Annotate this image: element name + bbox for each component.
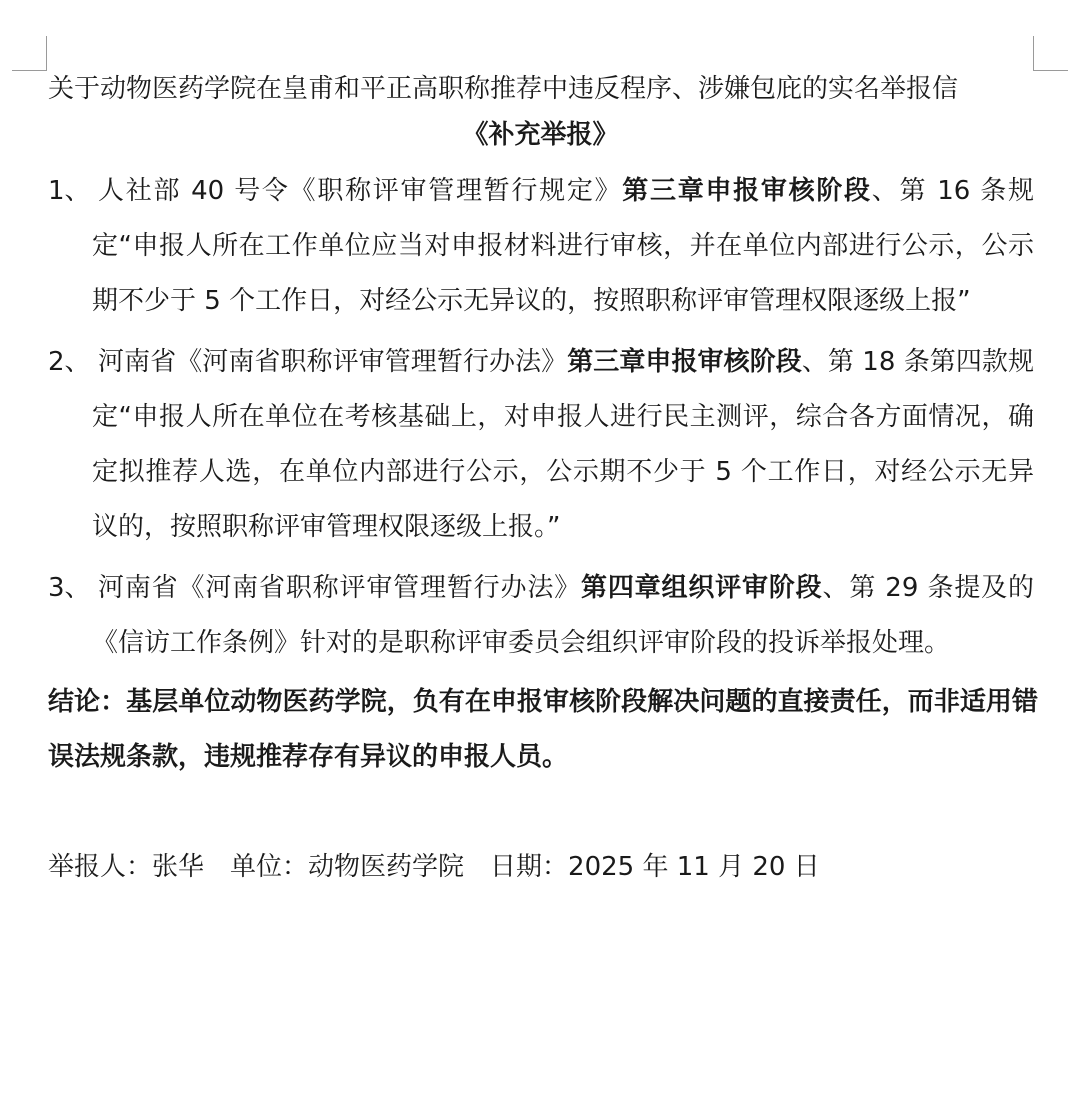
reporter-unit: 单位：动物医药学院	[230, 852, 465, 882]
report-date: 日期：2025 年 11 月 20 日	[490, 852, 820, 882]
item-text: 河南省《河南省职称评审管理暂行办法》	[98, 347, 568, 377]
page-corner-mark-right	[1033, 36, 1068, 71]
document-body	[48, 66, 1038, 887]
item-bold-text: 第三章申报审核阶段	[622, 176, 872, 206]
document-title: 关于动物医药学院在皇甫和平正高职称推荐中违反程序、涉嫌包庇的实名举报信	[48, 74, 959, 104]
list-item	[48, 561, 1034, 671]
list-item	[48, 335, 1034, 555]
item-bold-text: 第三章申报审核阶段	[567, 347, 802, 377]
signature-line	[48, 847, 1038, 887]
page-corner-mark-left	[12, 36, 47, 71]
document-subtitle: 《补充举报》	[462, 120, 619, 150]
conclusion: 结论：基层单位动物医药学院，负有在申报审核阶段解决问题的直接责任，而非适用错误法规条款，违规推荐存有异议的申报人员。	[48, 687, 1038, 772]
item-bold-text: 第四章组织评审阶段	[581, 573, 823, 603]
item-text: 、第 16 条规定“申报人所在工作单位应当对申报材料进行审核，并在单位内部进行公示，公示期不少于 5 个工作日，对经公示无异议的，按照职称评审管理权限逐级上报”	[92, 176, 1034, 316]
item-number: 3、	[48, 573, 91, 603]
item-text: 人社部 40 号令《职称评审管理暂行规定》	[98, 176, 623, 206]
reporter-name: 举报人：张华	[48, 852, 205, 882]
list-item	[48, 164, 1034, 329]
item-number: 2、	[48, 347, 91, 377]
item-text: 、第 29 条提及的《信访工作条例》针对的是职称评审委员会组织评审阶段的投诉举报处理。	[92, 573, 1034, 658]
item-number: 1、	[48, 176, 91, 206]
item-text: 河南省《河南省职称评审管理暂行办法》	[98, 573, 582, 603]
item-text: 、第 18 条第四款规定“申报人所在单位在考核基础上，对申报人进行民主测评，综合各方面情况，确定拟推荐人选，在单位内部进行公示，公示期不少于 5 个工作日，对经公示无异议的，按照职称评审管理权限逐级上报。”	[92, 347, 1034, 542]
